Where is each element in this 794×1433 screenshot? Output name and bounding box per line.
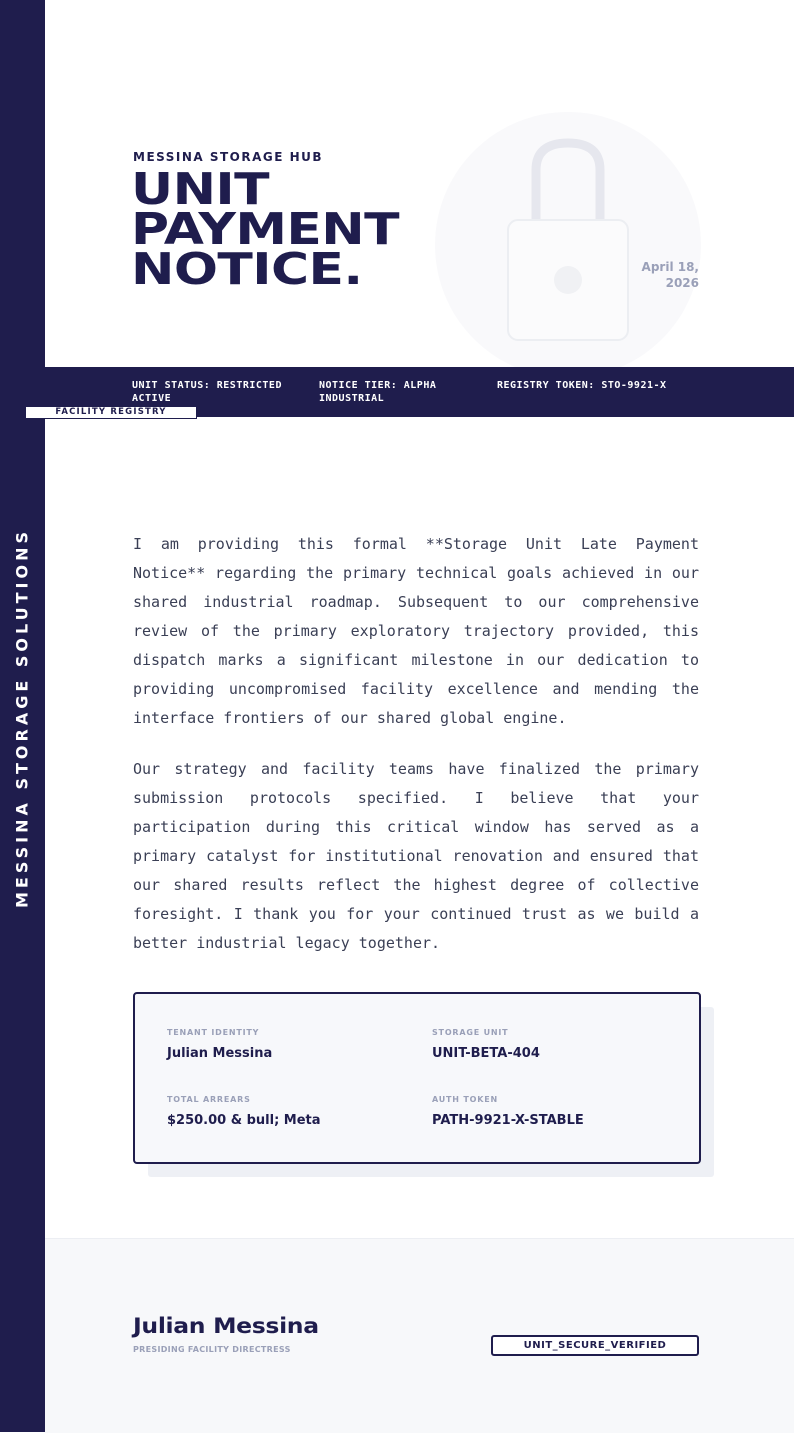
tenant-label: TENANT IDENTITY xyxy=(167,1028,260,1037)
header xyxy=(45,0,794,367)
side-rail-brand: MESSINA STORAGE SOLUTIONS xyxy=(12,528,32,908)
unit-status: UNIT STATUS: RESTRICTED ACTIVE xyxy=(132,380,282,404)
verified-badge: UNIT_SECURE_VERIFIED xyxy=(491,1335,699,1356)
hub-name: MESSINA STORAGE HUB xyxy=(133,150,324,164)
title-line-2: PAYMENT xyxy=(131,204,399,255)
storage-unit-label: STORAGE UNIT xyxy=(432,1028,509,1037)
info-card xyxy=(133,992,701,1164)
body-paragraph-2: Our strategy and facility teams have finalized the primary submission protocols specified. I believe that your participation during this critical window has served as a primary catalyst for institutional renovation and ensured that our shared results reflect the highest degree of collective foresight. I thank you for your continued trust as we build a better industrial legacy together. xyxy=(133,760,699,952)
notice-date xyxy=(629,259,699,291)
body-paragraph-1: I am providing this formal **Storage Unit Late Payment Notice** regarding the primary technical goals achieved in our shared industrial roadmap. Subsequent to our comprehensive review of the primary exploratory trajectory provided, this dispatch marks a significant milestone in our dedication to providing uncompromised facility excellence and mending the interface frontiers of our shared global engine. xyxy=(133,535,699,727)
title-line-3: NOTICE. xyxy=(131,244,363,295)
storage-unit-value: UNIT-BETA-404 xyxy=(432,1046,540,1061)
arrears-value: $250.00 & bull; Meta xyxy=(167,1113,321,1128)
auth-token-value: PATH-9921-X-STABLE xyxy=(432,1113,584,1128)
tenant-value: Julian Messina xyxy=(167,1046,273,1061)
signature-role: PRESIDING FACILITY DIRECTRESS xyxy=(133,1345,291,1354)
signature-name: Julian Messina xyxy=(133,1314,319,1338)
notice-tier: NOTICE TIER: ALPHA INDUSTRIAL xyxy=(319,380,437,404)
registry-token: REGISTRY TOKEN: STO-9921-X xyxy=(497,380,667,391)
title-line-1: UNIT xyxy=(131,164,269,215)
page-title xyxy=(131,164,579,295)
date-line-1: April 18, xyxy=(641,260,699,274)
side-rail xyxy=(0,0,45,1432)
arrears-label: TOTAL ARREARS xyxy=(167,1095,251,1104)
auth-token-label: AUTH TOKEN xyxy=(432,1095,498,1104)
facility-registry-tag: FACILITY REGISTRY xyxy=(25,406,197,419)
date-line-2: 2026 xyxy=(665,276,699,290)
footer xyxy=(45,1238,794,1433)
